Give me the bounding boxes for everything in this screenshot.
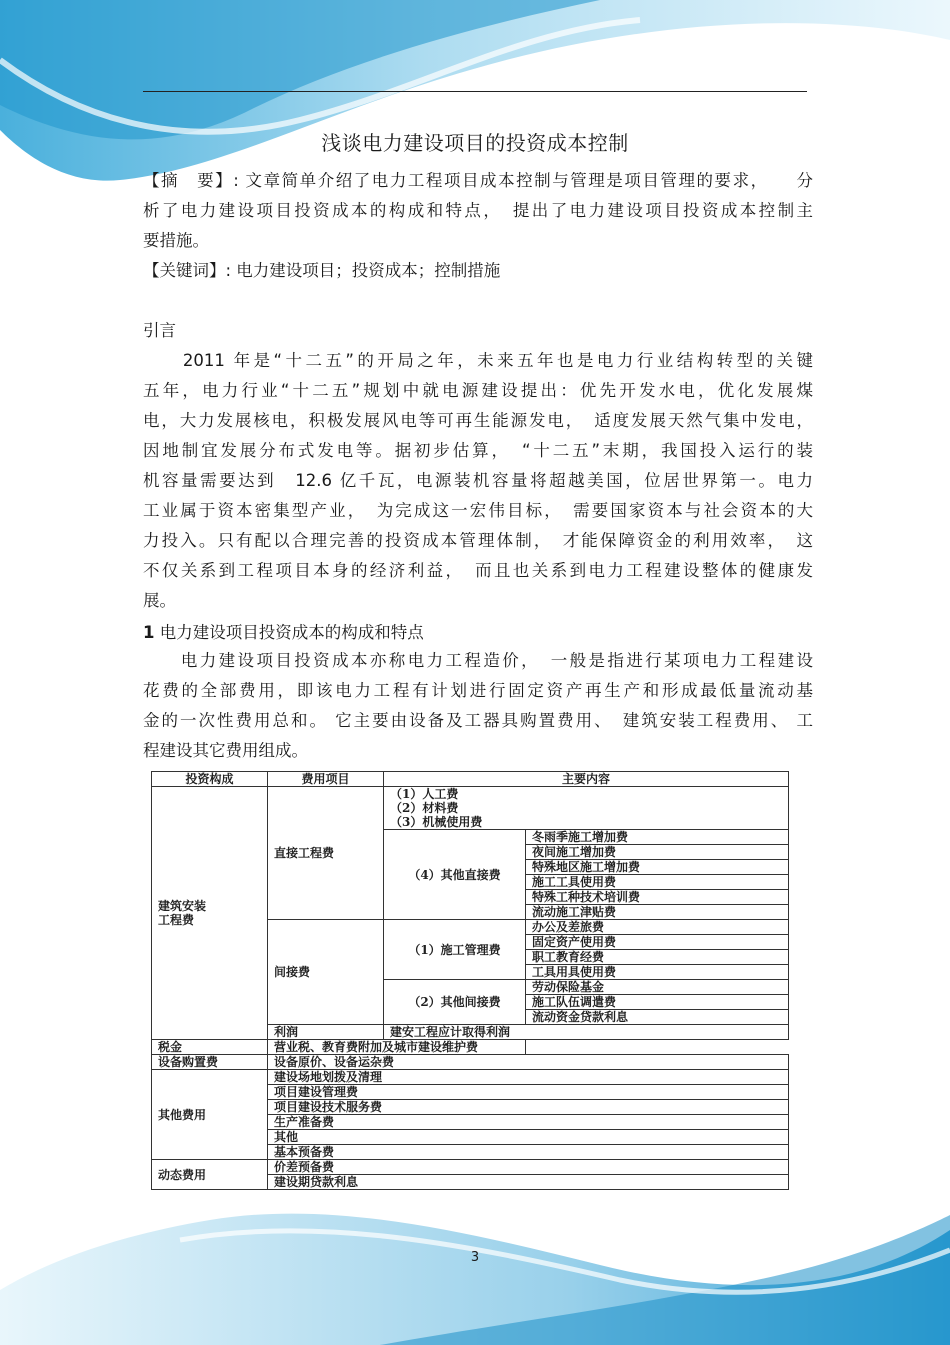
intro-line: 电，大力发展核电，积极发展风电等可再生能源发电， 适度发展天然气集中发电， [143, 411, 813, 430]
lirun-cell: 利润 [268, 1025, 384, 1040]
table-cell: （3）机械使用费 [384, 815, 789, 830]
abstract-line: 析了电力建设项目投资成本的构成和特点， 提出了电力建设项目投资成本控制主 [143, 201, 813, 220]
table-cell: （2）材料费 [384, 801, 789, 815]
table-cell: 特殊地区施工增加费 [526, 860, 789, 875]
table-header: 费用项目 [268, 772, 384, 787]
table-cell: 冬雨季施工增加费 [526, 830, 789, 845]
section-title: 电力建设项目投资成本的构成和特点 [154, 623, 424, 642]
abstract-paragraph [143, 166, 813, 256]
table-cell: 职工教育经费 [526, 950, 789, 965]
guanli-cell: （1）施工管理费 [384, 920, 526, 980]
table-header: 主要内容 [384, 772, 789, 787]
intro-paragraph [143, 346, 813, 616]
section-1-heading-line [143, 618, 813, 648]
section-1-line: 花费的全部费用，即该电力工程有计划进行固定资产再生产和形成最低量流动基 [143, 681, 813, 700]
dongtai-cell: 动态费用 [152, 1160, 268, 1190]
keywords-line: 【关键词】: 电力建设项目；投资成本；控制措施 [143, 261, 501, 280]
abstract-line: 要措施。 [143, 231, 209, 250]
table-cell: 劳动保险基金 [526, 980, 789, 995]
jianzhu-cell [152, 787, 268, 1040]
qita-jianjie-cell: （2）其他间接费 [384, 980, 526, 1025]
section-1-line: 电力建设项目投资成本亦称电力工程造价， 一般是指进行某项电力工程建设 [143, 651, 813, 670]
table-cell: 其他 [268, 1130, 789, 1145]
table-cell: 项目建设技术服务费 [268, 1100, 789, 1115]
table-cell: 流动施工津贴费 [526, 905, 789, 920]
jianzhu-label: 建筑安装 工程费 [158, 899, 207, 927]
section-1-paragraph [143, 646, 813, 766]
document-title: 浅谈电力建设项目的投资成本控制 [321, 131, 629, 155]
table-cell: 固定资产使用费 [526, 935, 789, 950]
section-1-line: 程建设其它费用组成。 [143, 741, 308, 760]
table-cell: 建设场地划拨及清理 [268, 1070, 789, 1085]
zhijie-cell: 直接工程费 [268, 787, 384, 920]
table-header-row [152, 772, 789, 787]
table-row [152, 1160, 789, 1175]
intro-line: 五年，电力行业“十二五”规划中就电源建设提出：优先开发水电，优化发展煤 [143, 381, 813, 400]
table-row [152, 1070, 789, 1085]
table-cell: 营业税、教育费附加及城市建设维护费 [268, 1040, 526, 1055]
table-cell: 施工工具使用费 [526, 875, 789, 890]
table-row [152, 1040, 789, 1055]
qita-cell: 其他费用 [152, 1070, 268, 1160]
shebei-cell: 设备购置费 [152, 1055, 268, 1070]
table-cell: 生产准备费 [268, 1115, 789, 1130]
table-cell: 工具用具使用费 [526, 965, 789, 980]
page-number: 3 [470, 1250, 480, 1265]
table-header: 投资构成 [152, 772, 268, 787]
table-cell: 夜间施工增加费 [526, 845, 789, 860]
table-cell: 价差预备费 [268, 1160, 789, 1175]
table-cell: 建安工程应计取得利润 [384, 1025, 789, 1040]
section-number: 1 [143, 623, 155, 642]
table-cell: 设备原价、设备运杂费 [268, 1055, 789, 1070]
intro-line: 因地制宜发展分布式发电等。据初步估算， “十二五”末期，我国投入运行的装 [143, 441, 813, 460]
intro-line: 机容量需要达到 12.6 亿千瓦，电源装机容量将超越美国，位居世界第一。电力 [143, 471, 813, 490]
table-row [152, 787, 789, 802]
table-cell: 特殊工种技术培训费 [526, 890, 789, 905]
section-1-line: 金的一次性费用总和。 它主要由设备及工器具购置费用、 建筑安装工程费用、 工 [143, 711, 813, 730]
intro-line: 力投入。只有配以合理完善的投资成本管理体制， 才能保障资金的利用效率， 这 [143, 531, 813, 550]
table-row [152, 1055, 789, 1070]
intro-line: 不仅关系到工程项目本身的经济利益， 而且也关系到电力工程建设整体的健康发 [143, 561, 813, 580]
table-cell: 基本预备费 [268, 1145, 789, 1160]
table-cell: （1）人工费 [384, 787, 789, 802]
investment-cost-table [151, 771, 789, 1190]
jianjie-cell: 间接费 [268, 920, 384, 1025]
intro-heading [143, 316, 813, 346]
intro-heading-text: 引言 [143, 321, 176, 340]
shuijin-cell: 税金 [152, 1040, 268, 1055]
intro-line: 工业属于资本密集型产业， 为完成这一宏伟目标， 需要国家资本与社会资本的大 [143, 501, 813, 520]
intro-line: 展。 [143, 591, 176, 610]
abstract-line: 【摘 要】: 文章简单介绍了电力工程项目成本控制与管理是项目管理的要求， 分 [143, 171, 813, 190]
section-1-heading [143, 618, 813, 648]
table-cell: 流动资金贷款利息 [526, 1010, 789, 1025]
header-rule [143, 91, 807, 92]
keywords [143, 256, 813, 286]
intro-line: 2011 年是“十二五”的开局之年，未来五年也是电力行业结构转型的关键 [143, 351, 813, 370]
table-cell: 项目建设管理费 [268, 1085, 789, 1100]
qita-zhijie-cell: （4）其他直接费 [384, 830, 526, 920]
table-cell: 建设期贷款利息 [268, 1175, 789, 1190]
table-cell: 办公及差旅费 [526, 920, 789, 935]
table-cell: 施工队伍调遣费 [526, 995, 789, 1010]
